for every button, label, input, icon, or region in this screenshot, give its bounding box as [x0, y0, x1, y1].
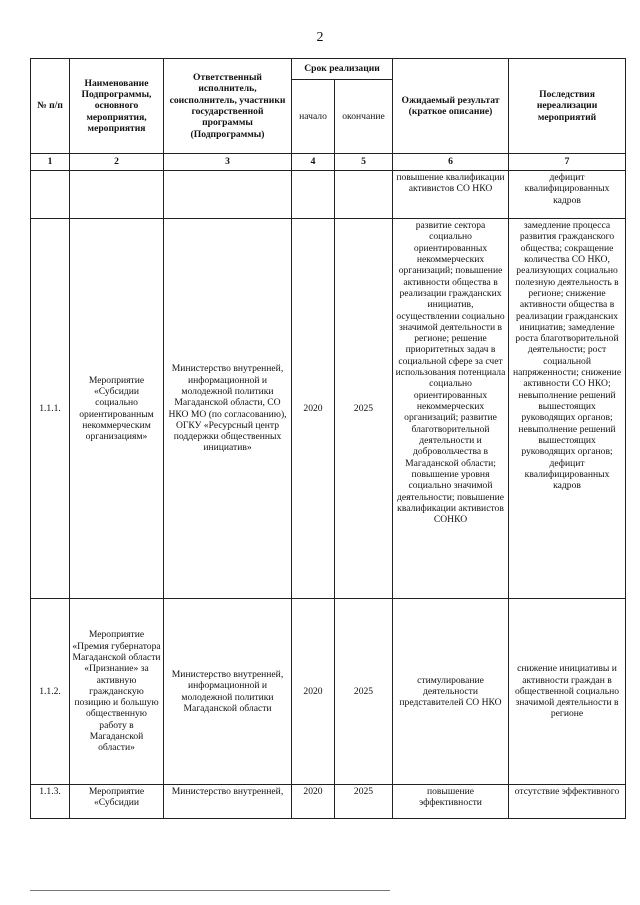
row-result: стимулирование деятельности представителей СО НКО: [393, 599, 509, 785]
program-table: [30, 58, 626, 819]
row-end: 2025: [335, 219, 393, 599]
header-period: Срок реализации: [292, 59, 393, 80]
header-num: № п/п: [31, 59, 70, 154]
row-name: Мероприятие «Субсидии социально ориентированным некоммерческим организациям»: [70, 219, 164, 599]
row-result: повышение эффективности: [393, 785, 509, 819]
row-end: 2025: [335, 599, 393, 785]
row-result: повышение квалификации активистов СО НКО: [393, 171, 509, 219]
row-consequences: отсутствие эффективного: [509, 785, 626, 819]
table-row: [31, 599, 626, 785]
table-row: [31, 785, 626, 819]
row-start: 2020: [292, 219, 335, 599]
row-responsible: Министерство внутренней, информационной и молодежной политики Магаданской области: [164, 599, 292, 785]
column-number: 2: [70, 154, 164, 171]
row-name: [70, 171, 164, 219]
row-name: Мероприятие «Субсидии: [70, 785, 164, 819]
footer-rule: [300, 890, 330, 891]
column-number: 5: [335, 154, 393, 171]
row-end: [335, 171, 393, 219]
header-responsible: Ответственный исполнитель, соисполнитель, участники государственной программы (Подпрограммы): [164, 59, 292, 154]
row-num: 1.1.2.: [31, 599, 70, 785]
header-start: начало: [292, 80, 335, 154]
row-consequences: снижение инициативы и активности граждан в общественной социально значимой деятельности в регионе: [509, 599, 626, 785]
row-start: 2020: [292, 785, 335, 819]
page-number: 2: [316, 30, 324, 45]
row-num: 1.1.1.: [31, 219, 70, 599]
row-num: [31, 171, 70, 219]
column-number: 1: [31, 154, 70, 171]
column-number: 4: [292, 154, 335, 171]
row-num: 1.1.3.: [31, 785, 70, 819]
header-consequences: Последствия нереализации мероприятий: [509, 59, 626, 154]
row-consequences: замедление процесса развития гражданского общества; сокращение количества СО НКО, реализующих социально полезную деятельность в регионе; снижение активности общества в реализации гражданских инициатив; замедление роста благотворительной деятельности; рост социальной напряженности; снижение активности СО НКО; невыполнение решений вышестоящих руководящих органов; невыполнение решений вышестоящих руководящих органов; дефицит квалифицированных кадров: [509, 219, 626, 599]
row-result: развитие сектора социально ориентированных некоммерческих организаций; повышение активности общества в реализации гражданских инициатив, осуществлении социально значимой деятельности в регионе; решение приоритетных задач в социальной сфере за счет использования потенциала социально ориентированных некоммерческих организаций; развитие благотворительной деятельности и добровольчества в Магаданской области; повышение уровня социально значимой деятельности; повышение квалификации активистов СОНКО: [393, 219, 509, 599]
header-row: [31, 59, 626, 80]
column-number: 7: [509, 154, 626, 171]
row-name: Мероприятие «Премия губернатора Магаданской области «Признание» за активную гражданскую позицию и большую общественную работу в Магаданской области»: [70, 599, 164, 785]
row-end: 2025: [335, 785, 393, 819]
row-start: 2020: [292, 599, 335, 785]
column-number-row: [31, 154, 626, 171]
column-number: 3: [164, 154, 292, 171]
row-responsible: Министерство внутренней, информационной и молодежной политики Магаданской области, СО НКО МО (по согласованию), ОГКУ «Ресурсный центр поддержки общественных инициатив»: [164, 219, 292, 599]
table-row: [31, 219, 626, 599]
footer-rule: [30, 890, 390, 891]
header-result: Ожидаемый результат (краткое описание): [393, 59, 509, 154]
row-consequences: дефицит квалифицированных кадров: [509, 171, 626, 219]
row-responsible: Министерство внутренней,: [164, 785, 292, 819]
table-row: [31, 171, 626, 219]
header-name: Наименование Подпрограммы, основного мероприятия, мероприятия: [70, 59, 164, 154]
column-number: 6: [393, 154, 509, 171]
header-end: окончание: [335, 80, 393, 154]
row-responsible: [164, 171, 292, 219]
row-start: [292, 171, 335, 219]
